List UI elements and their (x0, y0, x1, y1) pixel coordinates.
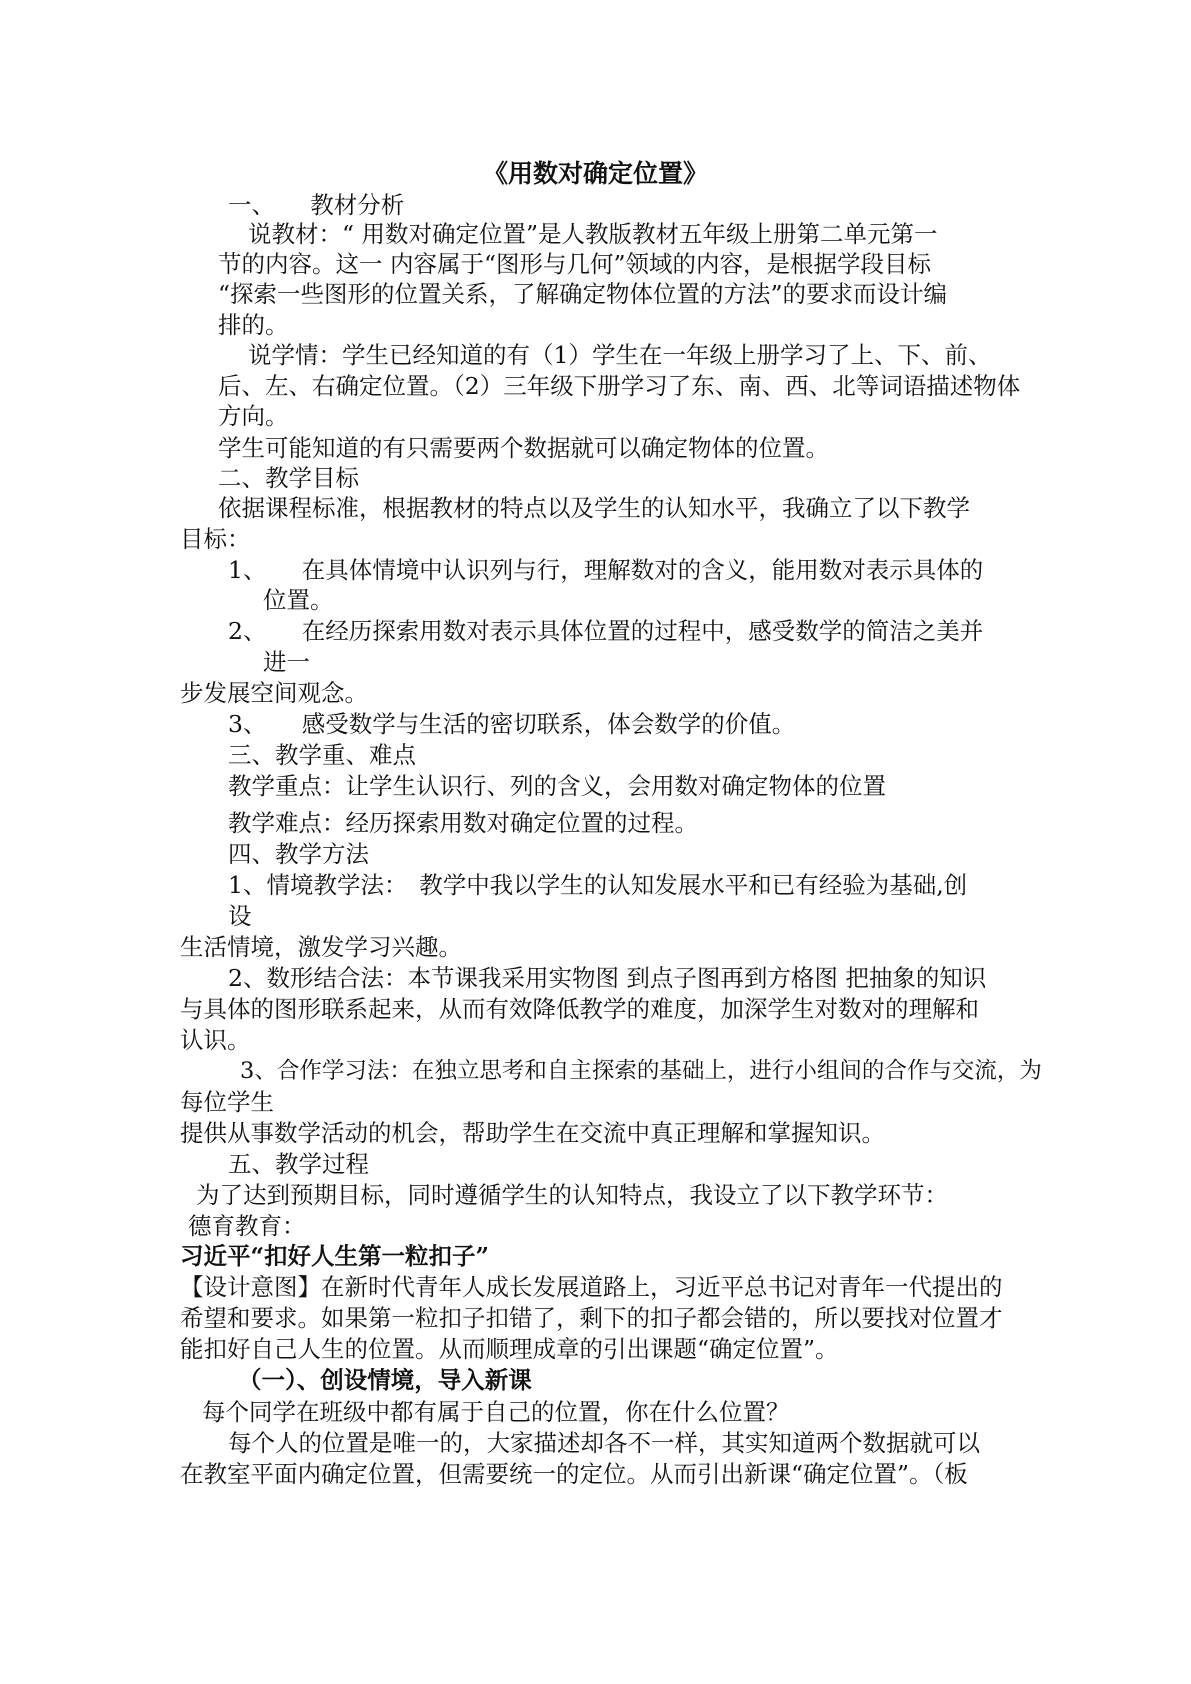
paragraph-line: 说学情：学生已经知道的有（1）学生在一年级上册学习了上、下、前、 (248, 341, 992, 369)
list-item: 3、 感受数学与生活的密切联系，体会数学的价值。 (228, 710, 796, 738)
section-heading: 五、教学过程 (228, 1150, 369, 1178)
paragraph-line: 能扣好自己人生的位置。从而顺理成章的引出课题“确定位置”。 (180, 1335, 839, 1363)
paragraph-line: 方向。 (218, 402, 289, 430)
paragraph-line: 希望和要求。如果第一粒扣子扣错了，剩下的扣子都会错的，所以要找对位置才 (180, 1304, 1003, 1332)
paragraph-line: 说教材：“ 用数对确定位置”是人教版教材五年级上册第二单元第一 (248, 220, 938, 248)
paragraph-line: 教学难点：经历探索用数对确定位置的过程。 (228, 809, 698, 837)
paragraph-line: 节的内容。这一 内容属于“图形与几何”领域的内容，是根据学段目标 (218, 250, 931, 278)
paragraph-line: 目标： (180, 525, 251, 553)
subheading: （一）、创设情境，导入新课 (238, 1366, 532, 1394)
paragraph-line: 后、左、右确定位置。（2）三年级下册学习了东、南、西、北等词语描述物体 (218, 372, 1021, 400)
section-heading: 四、教学方法 (228, 840, 369, 868)
paragraph-line: 学生可能知道的有只需要两个数据就可以确定物体的位置。 (218, 434, 829, 462)
paragraph-line: 德育教育： (188, 1212, 306, 1240)
paragraph-line: 提供从事数学活动的机会，帮助学生在交流中真正理解和掌握知识。 (180, 1119, 885, 1147)
paragraph-line: 设 (228, 902, 252, 930)
paragraph-line: 每位学生 (180, 1088, 274, 1116)
paragraph-line: 排的。 (218, 311, 289, 339)
section-heading: 二、教学目标 (218, 464, 359, 492)
paragraph-line: 2、数形结合法：本节课我采用实物图 到点子图再到方格图 把抽象的知识 (228, 964, 987, 992)
paragraph-line: 为了达到预期目标，同时遵循学生的认知特点，我设立了以下教学环节： (196, 1181, 948, 1209)
paragraph-line: 与具体的图形联系起来，从而有效降低教学的难度，加深学生对数对的理解和 (180, 995, 979, 1023)
document-title: 《用数对确定位置》 (482, 159, 708, 188)
list-item: 2、 在经历探索用数对表示具体位置的过程中，感受数学的简洁之美并 (228, 617, 984, 645)
paragraph-line: 认识。 (180, 1026, 251, 1054)
paragraph-line: 3、合作学习法：在独立思考和自主探索的基础上，进行小组间的合作与交流，为 (240, 1058, 1042, 1084)
paragraph-line: 1、情境教学法： 教学中我以学生的认知发展水平和已有经验为基础,创 (228, 871, 968, 899)
paragraph-line: 在教室平面内确定位置，但需要统一的定位。从而引出新课“确定位置”。（板 (180, 1460, 968, 1488)
paragraph-line: 每个同学在班级中都有属于自己的位置，你在什么位置？ (202, 1398, 790, 1426)
list-item-continuation: 进一 (263, 648, 310, 676)
paragraph-line: 教学重点：让学生认识行、列的含义，会用数对确定物体的位置 (228, 772, 886, 800)
paragraph-line: “探索一些图形的位置关系，了解确定物体位置的方法”的要求而设计编 (218, 280, 948, 308)
paragraph-line: 每个人的位置是唯一的，大家描述却各不一样，其实知道两个数据就可以 (228, 1429, 980, 1457)
section-heading: 三、教学重、难点 (228, 741, 416, 769)
paragraph-line: 依据课程标准，根据教材的特点以及学生的认知水平，我确立了以下教学 (218, 494, 970, 522)
paragraph-line: 步发展空间观念。 (180, 679, 368, 707)
paragraph-line: 生活情境，激发学习兴趣。 (180, 933, 462, 961)
list-item-continuation: 位置。 (263, 586, 334, 614)
paragraph-line: 【设计意图】在新时代青年人成长发展道路上，习近平总书记对青年一代提出的 (180, 1273, 1003, 1301)
list-item: 1、 在具体情境中认识列与行，理解数对的含义，能用数对表示具体的 (228, 556, 984, 584)
section-heading: 一、 教材分析 (228, 191, 405, 219)
subheading: 习近平“扣好人生第一粒扣子” (180, 1242, 490, 1270)
